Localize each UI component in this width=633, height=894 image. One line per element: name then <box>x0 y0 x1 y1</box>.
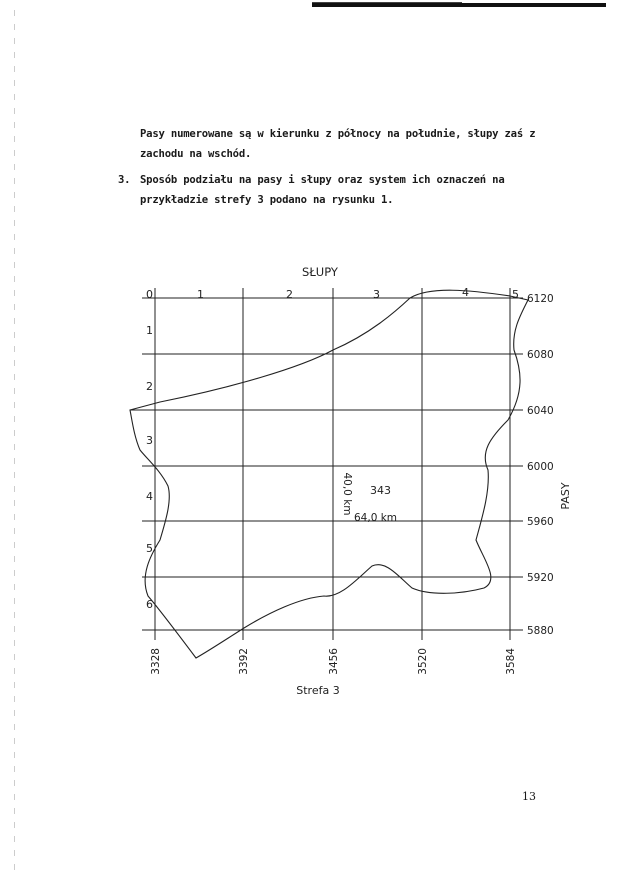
row-label-1: 1 <box>146 324 153 337</box>
row-label-4: 4 <box>146 490 153 503</box>
x-tick-3328: 3328 <box>150 648 162 675</box>
row-label-5: 5 <box>146 542 153 555</box>
y-tick-6120: 6120 <box>527 293 554 305</box>
list-item-text: Sposób podziału na pasy i słupy oraz system ich oznaczeń na przykładzie strefy 3 podano na rysunku 1. <box>140 174 505 206</box>
cell-label-343: 343 <box>370 484 391 497</box>
y-tick-6040: 6040 <box>527 405 554 417</box>
x-tick-3456: 3456 <box>328 648 340 675</box>
column-label-5: 5 <box>512 288 519 301</box>
cell-height-label: 40,0 km <box>341 472 353 516</box>
y-tick-6000: 6000 <box>527 461 554 473</box>
paragraph-numbering: Pasy numerowane są w kierunku z północy na południe, słupy zaś z zachodu na wschód. <box>140 128 536 160</box>
y-tick-5920: 5920 <box>527 572 554 584</box>
column-label-1: 1 <box>197 288 204 301</box>
x-tick-3584: 3584 <box>505 648 517 675</box>
figure-title: SŁUPY <box>302 265 338 279</box>
page-number: 13 <box>522 790 536 803</box>
column-label-0: 0 <box>146 288 153 301</box>
cell-width-label: 64,0 km <box>354 512 398 524</box>
row-label-2: 2 <box>146 380 153 393</box>
column-label-4: 4 <box>462 286 469 299</box>
grid <box>130 288 523 640</box>
column-label-2: 2 <box>286 288 293 301</box>
zone-3-boundary <box>130 290 528 658</box>
right-axis-label: PASY <box>559 482 572 510</box>
y-tick-5880: 5880 <box>527 625 554 637</box>
x-tick-3392: 3392 <box>238 648 250 675</box>
y-tick-5960: 5960 <box>527 516 554 528</box>
x-tick-3520: 3520 <box>417 648 429 675</box>
y-tick-6080: 6080 <box>527 349 554 361</box>
zone-label: Strefa 3 <box>296 684 340 697</box>
list-item-number: 3. <box>118 174 131 186</box>
row-label-6: 6 <box>146 598 153 611</box>
row-label-3: 3 <box>146 434 153 447</box>
column-label-3: 3 <box>373 288 380 301</box>
